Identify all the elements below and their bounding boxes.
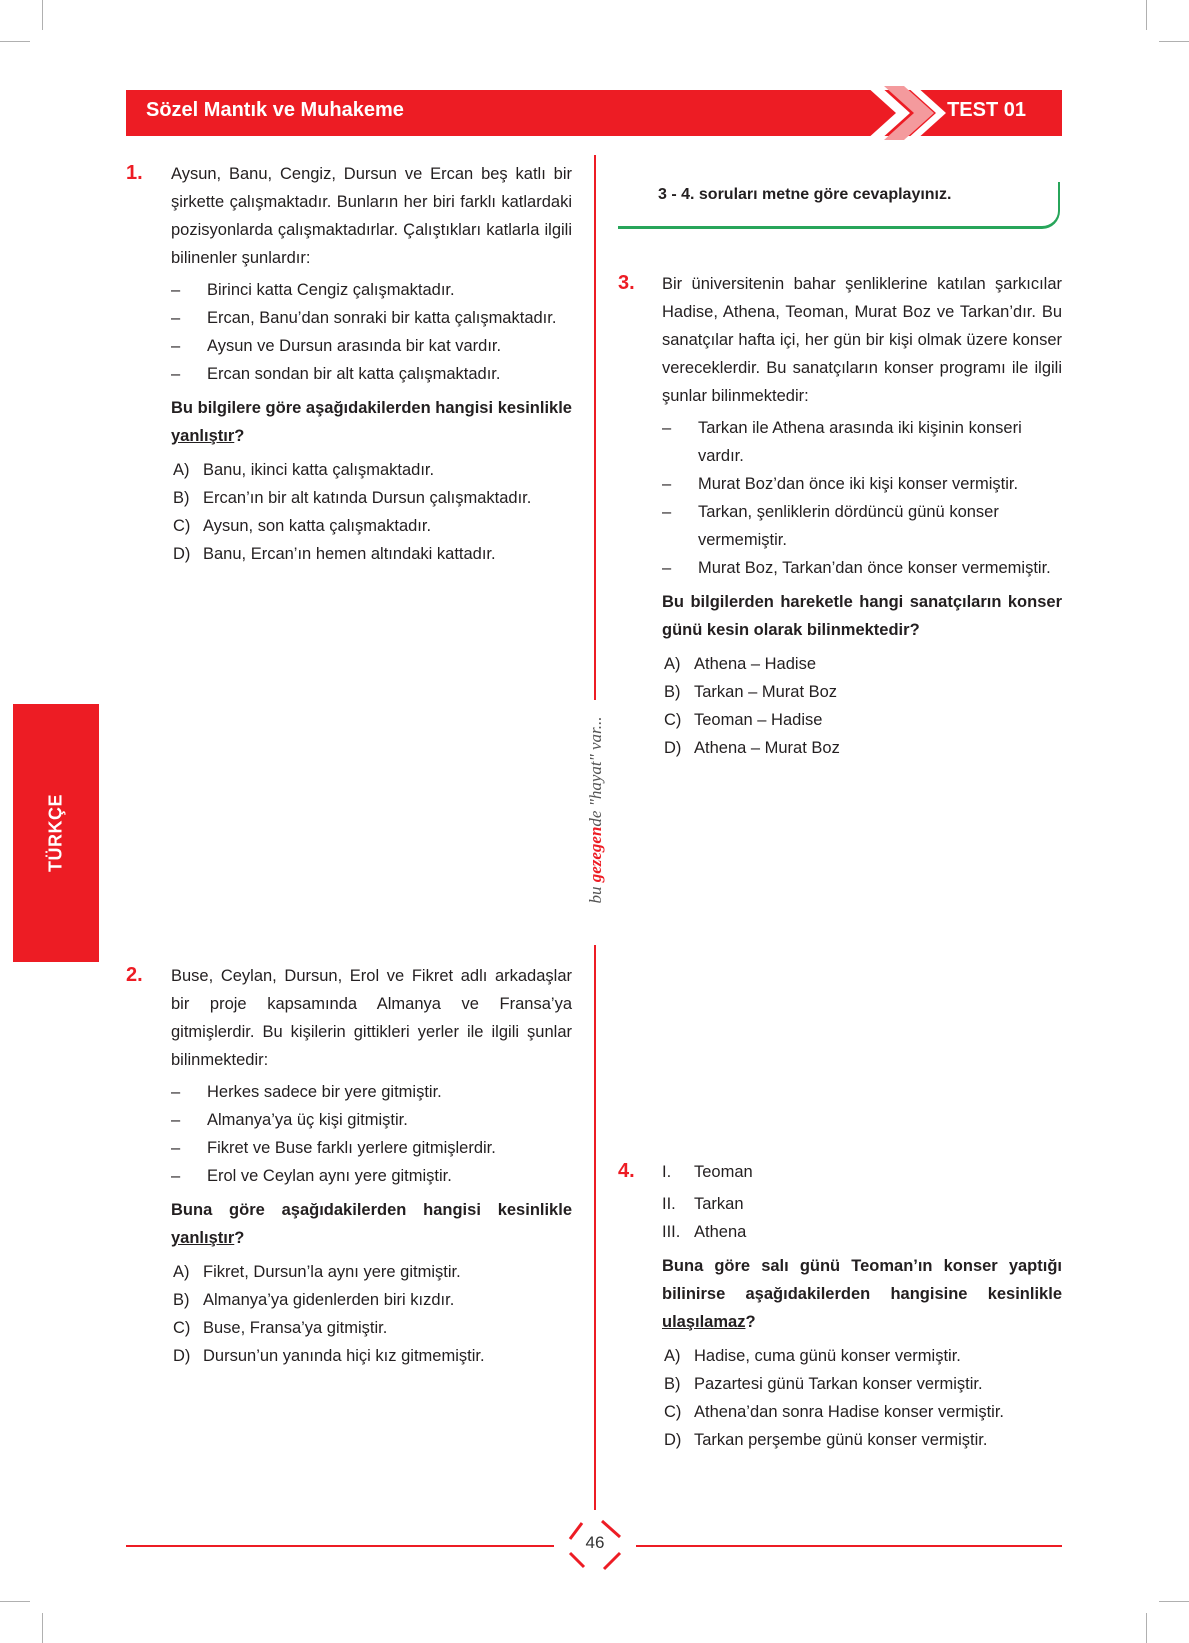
answer-option-c[interactable]: C) Buse, Fransa’ya gitmiştir. [173, 1319, 388, 1337]
condition-item: – Ercan, Banu’dan sonraki bir katta çalışmaktadır. [171, 309, 557, 327]
condition-item: – Tarkan, şenliklerin dördüncü günü konser vermemiştir. [662, 503, 999, 549]
question-text: Bir üniversitenin bahar şenliklerine katılan şarkıcılar Hadise, Athena, Teoman, Murat Boz ve Tarkan’dır. Bu sanatçılar hafta içi, her gün bir kişi olmak üzere konser vereceklerdir. Bu sanatçıların konser programı ile ilgili şunlar bilinmektedir: [662, 275, 1062, 405]
roman-item: II. Tarkan [662, 1195, 744, 1213]
answer-option-b[interactable]: B) Pazartesi günü Tarkan konser vermiştir. [664, 1375, 983, 1393]
question-4 [662, 1158, 1062, 1454]
condition-item: – Birinci katta Cengiz çalışmaktadır. [171, 281, 455, 299]
condition-item: – Murat Boz, Tarkan’dan önce konser vermemiştir. [662, 559, 1051, 577]
crop-mark [42, 0, 43, 30]
question-number: 2. [126, 964, 143, 986]
answer-option-a[interactable]: A) Athena – Hadise [664, 655, 817, 673]
answer-option-c[interactable]: C) Aysun, son katta çalışmaktadır. [173, 517, 432, 535]
answer-option-c[interactable]: C) Teoman – Hadise [664, 711, 823, 729]
condition-item: – Ercan sondan bir alt katta çalışmaktadır. [171, 365, 501, 383]
question-stem: Bu bilgilere göre aşağıdakilerden hangisi kesinlikle yanlıştır? [171, 399, 572, 445]
question-2 [171, 962, 572, 1370]
column-divider [594, 945, 596, 1510]
page-header [126, 90, 1062, 136]
subject-label: TÜRKÇE [45, 794, 66, 872]
question-number: 1. [126, 162, 143, 184]
page-number-badge [554, 1517, 636, 1573]
question-stem: Buna göre aşağıdakilerden hangisi kesinlikle yanlıştır? [171, 1201, 572, 1247]
footer-rule [126, 1545, 554, 1547]
question-number: 4. [618, 1160, 635, 1182]
crop-mark [1159, 41, 1189, 42]
roman-item: III. Athena [662, 1223, 747, 1241]
question-text: Aysun, Banu, Cengiz, Dursun ve Ercan beş katlı bir şirkette çalışmaktadır. Bunların her biri farklı katlardaki pozisyonlarda çalışmaktadırlar. Çalıştıkları katlarla ilgili bilinenler şunlardır: [171, 165, 572, 267]
condition-item: – Tarkan ile Athena arasında iki kişinin konseri vardır. [662, 419, 1022, 465]
condition-item: – Aysun ve Dursun arasında bir kat vardır. [171, 337, 502, 355]
question-stem: Buna göre salı günü Teoman’ın konser yaptığı bilinirse aşağıdakilerden hangisine kesinlikle ulaşılamaz? [662, 1257, 1062, 1331]
answer-option-a[interactable]: A) Hadise, cuma günü konser vermiştir. [664, 1347, 961, 1365]
answer-option-d[interactable]: D) Tarkan perşembe günü konser vermiştir. [664, 1431, 988, 1449]
answer-option-d[interactable]: D) Athena – Murat Boz [664, 739, 840, 757]
subject-tab [13, 704, 99, 962]
instruction-box [618, 182, 1060, 229]
roman-item: I. Teoman [662, 1163, 753, 1181]
instruction-text: 3 - 4. soruları metne göre cevaplayınız. [658, 186, 952, 203]
condition-item: – Herkes sadece bir yere gitmiştir. [171, 1083, 442, 1101]
answer-option-d[interactable]: D) Banu, Ercan’ın hemen altındaki kattadır. [173, 545, 496, 563]
answer-option-b[interactable]: B) Tarkan – Murat Boz [664, 683, 838, 701]
answer-option-c[interactable]: C) Athena’dan sonra Hadise konser vermiştir. [664, 1403, 1004, 1421]
condition-item: – Murat Boz’dan önce iki kişi konser vermiştir. [662, 475, 1019, 493]
condition-item: – Fikret ve Buse farklı yerlere gitmişlerdir. [171, 1139, 496, 1157]
question-stem: Bu bilgilerden hareketle hangi sanatçıların konser günü kesin olarak bilinmektedir? [662, 593, 1062, 639]
question-1 [171, 160, 572, 568]
answer-option-a[interactable]: A) Fikret, Dursun’la aynı yere gitmiştir. [173, 1263, 461, 1281]
crop-mark [42, 1613, 43, 1643]
test-label: TEST 01 [947, 99, 1026, 121]
question-3 [662, 270, 1062, 762]
crop-mark [1146, 1613, 1147, 1643]
page-number: 46 [585, 1533, 605, 1552]
section-title: Sözel Mantık ve Muhakeme [146, 99, 404, 121]
crop-mark [0, 1601, 30, 1602]
answer-option-d[interactable]: D) Dursun’un yanında hiçi kız gitmemiştir. [173, 1347, 485, 1365]
crop-mark [1159, 1601, 1189, 1602]
condition-item: – Erol ve Ceylan aynı yere gitmiştir. [171, 1167, 452, 1185]
answer-option-a[interactable]: A) Banu, ikinci katta çalışmaktadır. [173, 461, 435, 479]
question-number: 3. [618, 272, 635, 294]
footer-rule [636, 1545, 1062, 1547]
answer-option-b[interactable]: B) Almanya’ya gidenlerden biri kızdır. [173, 1291, 455, 1309]
condition-item: – Almanya’ya üç kişi gitmiştir. [171, 1111, 408, 1129]
answer-option-b[interactable]: B) Ercan’ın bir alt katında Dursun çalışmaktadır. [173, 489, 532, 507]
tagline: bu gezegende "hayat" var... [586, 716, 605, 904]
crop-mark [0, 41, 30, 42]
question-text: Buse, Ceylan, Dursun, Erol ve Fikret adlı arkadaşlar bir proje kapsamında Almanya ve Fransa’ya gitmişlerdir. Bu kişilerin gittikleri yerler ile ilgili şunlar bilinmektedir: [171, 967, 572, 1069]
crop-mark [1146, 0, 1147, 30]
column-divider [594, 155, 596, 700]
